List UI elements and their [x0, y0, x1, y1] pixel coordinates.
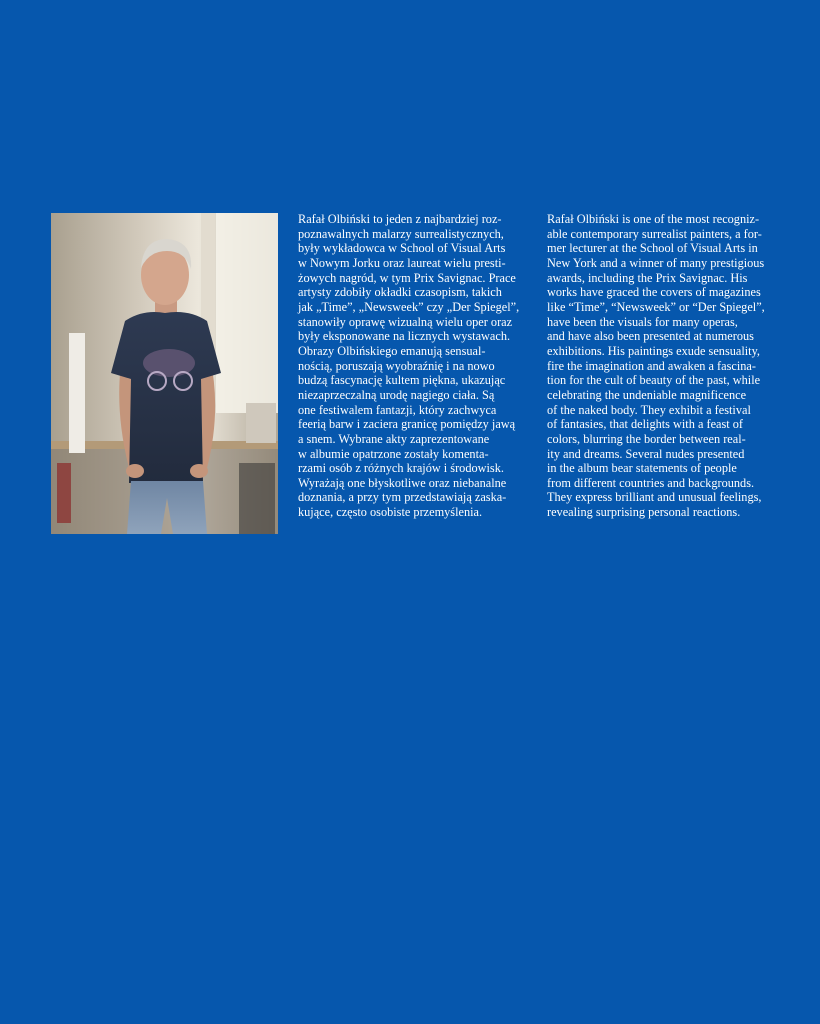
polish-text-line: niezaprzeczalną urodę nagiego ciała. Są [298, 387, 495, 402]
polish-text-line: one festiwalem fantazji, który zachwyca [298, 402, 497, 417]
english-text-line: They express brilliant and unusual feelings, [547, 490, 762, 505]
artist-portrait-photo [51, 213, 278, 534]
polish-text-line: doznania, a przy tym przedstawiają zaska- [298, 490, 507, 505]
english-text-line: of fantasies, that delights with a feast of [547, 417, 744, 432]
english-text-line: in the album bear statements of people [547, 461, 737, 476]
english-text-line: exhibitions. His paintings exude sensuality, [547, 343, 761, 358]
polish-text-line: Rafał Olbiński to jeden z najbardziej roz- [298, 212, 502, 226]
english-text-line: colors, blurring the border between real- [547, 431, 746, 446]
polish-text-line: kujące, często osobiste przemyślenia. [298, 505, 483, 520]
polish-text-line: w Nowym Jorku oraz laureat wielu presti- [298, 255, 506, 270]
polish-text-line: były eksponowane na licznych wystawach. [298, 329, 511, 344]
polish-text-column [298, 212, 532, 520]
english-text-line: and have also been presented at numerous [547, 329, 754, 344]
english-text-line: New York and a winner of many prestigious [547, 255, 765, 270]
english-text-line: like “Time”, “Newsweek” or “Der Spiegel”, [547, 299, 765, 314]
english-text-line: fire the imagination and awaken a fascina- [547, 358, 756, 373]
portrait-illustration [51, 213, 278, 534]
english-text-line: ity and dreams. Several nudes presented [547, 446, 745, 461]
english-text-line: revealing surprising personal reactions. [547, 505, 741, 520]
english-text-line: tion for the cult of beauty of the past, while [547, 373, 761, 388]
polish-text-line: poznawalnych malarzy surrealistycznych, [298, 226, 504, 241]
polish-text-line: a snem. Wybrane akty zaprezentowane [298, 431, 490, 446]
english-text-line: Rafał Olbiński is one of the most recogniz- [547, 212, 760, 226]
polish-text-line: rzami osób z różnych krajów i środowisk. [298, 461, 504, 476]
polish-text-line: żowych nagród, w tym Prix Savignac. Prace [298, 270, 516, 285]
english-text-line: awards, including the Prix Savignac. His [547, 270, 748, 285]
polish-text-line: stanowiły oprawę wizualną wielu oper oraz [298, 314, 513, 329]
english-text-line: works have graced the covers of magazines [547, 285, 761, 300]
polish-text-line: nością, poruszają wyobraźnię i na nowo [298, 358, 495, 373]
polish-text-line: artysty zdobiły okładki czasopism, takich [298, 285, 502, 300]
english-text-line: able contemporary surrealist painters, a for- [547, 226, 762, 241]
polish-text-line: budzą fascynację kultem piękna, ukazując [298, 373, 506, 388]
english-text-line: have been the visuals for many operas, [547, 314, 738, 329]
english-text-line: from different countries and backgrounds. [547, 475, 755, 490]
polish-text-line: były wykładowca w School of Visual Arts [298, 241, 506, 256]
polish-text-line: jak „Time”, „Newsweek” czy „Der Spiegel”, [298, 299, 520, 314]
english-text-line: celebrating the undeniable magnificence [547, 387, 747, 402]
english-text-column [547, 212, 787, 520]
polish-text-line: w albumie opatrzone zostały komenta- [298, 446, 489, 461]
polish-text-line: feerią barw i zaciera granicę pomiędzy jawą [298, 417, 516, 432]
english-text-line: of the naked body. They exhibit a festival [547, 402, 751, 417]
polish-text-line: Wyrażają one błyskotliwe oraz niebanalne [298, 475, 507, 490]
english-text-line: mer lecturer at the School of Visual Arts in [547, 241, 758, 256]
polish-text-line: Obrazy Olbińskiego emanują sensual- [298, 343, 486, 358]
